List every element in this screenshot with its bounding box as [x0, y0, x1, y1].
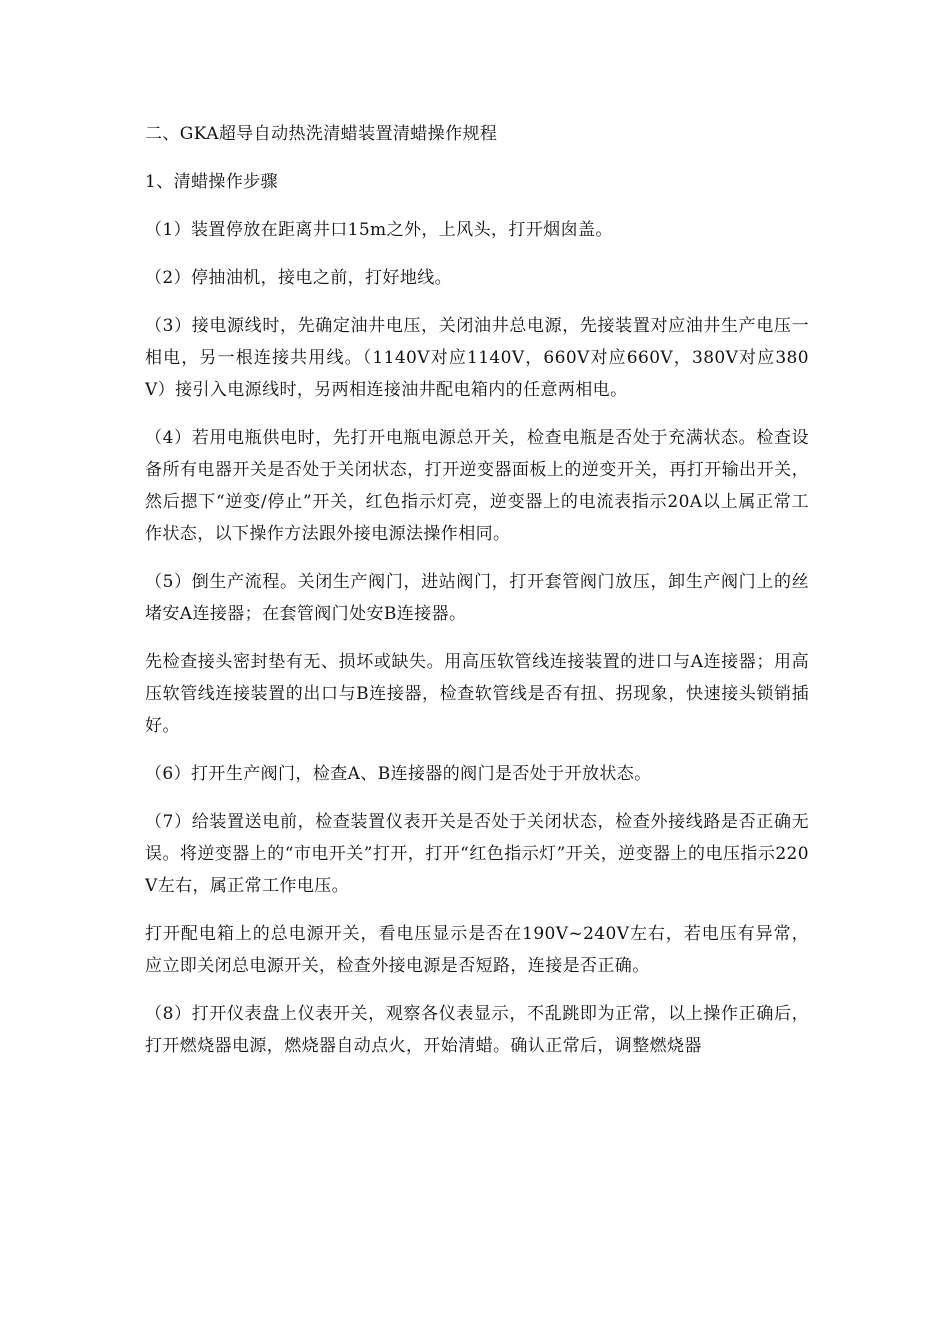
paragraph-step-8: （8）打开仪表盘上仪表开关，观察各仪表显示，不乱跳即为正常，以上操作正确后，打开燃烧器电源，燃烧器自动点火，开始清蜡。确认正常后，调整燃烧器 — [145, 1004, 809, 1056]
paragraph-step-6: （6）打开生产阀门，检查A、B连接器的阀门是否处于开放状态。 — [145, 764, 652, 784]
paragraph-step-4: （4）若用电瓶供电时，先打开电瓶电源总开关，检查电瓶是否处于充满状态。检查设备所有电器开关是否处于关闭状态，打开逆变器面板上的逆变开关，再打开输出开关，然后摁下“逆变/停止”开关，红色指示灯亮，逆变器上的电流表指示20A以上属正常工作状态，以下操作方法跟外接电源法操作相同。 — [145, 428, 809, 544]
document-title: 二、GKA超导自动热洗清蜡装置清蜡操作规程 — [145, 124, 498, 144]
paragraph-step-2: （2）停抽油机，接电之前，打好地线。 — [145, 268, 453, 288]
paragraph-step-7-detail: 打开配电箱上的总电源开关，看电压显示是否在190V~240V左右，若电压有异常，应立即关闭总电源开关，检查外接电源是否短路，连接是否正确。 — [145, 924, 809, 976]
paragraph-step-5-detail: 先检查接头密封垫有无、损坏或缺失。用高压软管线连接装置的进口与A连接器；用高压软管线连接装置的出口与B连接器，检查软管线是否有扭、拐现象，快速接头锁销插好。 — [145, 652, 809, 736]
paragraph-step-7: （7）给装置送电前，检查装置仪表开关是否处于关闭状态，检查外接线路是否正确无误。将逆变器上的“市电开关”打开，打开“红色指示灯”开关，逆变器上的电压指示220V左右，属正常工作电压。 — [145, 812, 809, 896]
paragraph-step-3: （3）接电源线时，先确定油井电压，关闭油井总电源，先接装置对应油井生产电压一相电，另一根连接共用线。（1140V对应1140V，660V对应660V，380V对应380V）接引入电源线时，另两相连接油井配电箱内的任意两相电。 — [145, 316, 809, 400]
paragraph-step-1: （1）装置停放在距离井口15m之外，上风头，打开烟囱盖。 — [145, 220, 613, 240]
paragraph-step-5: （5）倒生产流程。关闭生产阀门，进站阀门，打开套管阀门放压，卸生产阀门上的丝堵安A连接器；在套管阀门处安B连接器。 — [145, 572, 809, 624]
document-page — [145, 118, 809, 1078]
section-heading: 1、清蜡操作步骤 — [145, 172, 279, 192]
